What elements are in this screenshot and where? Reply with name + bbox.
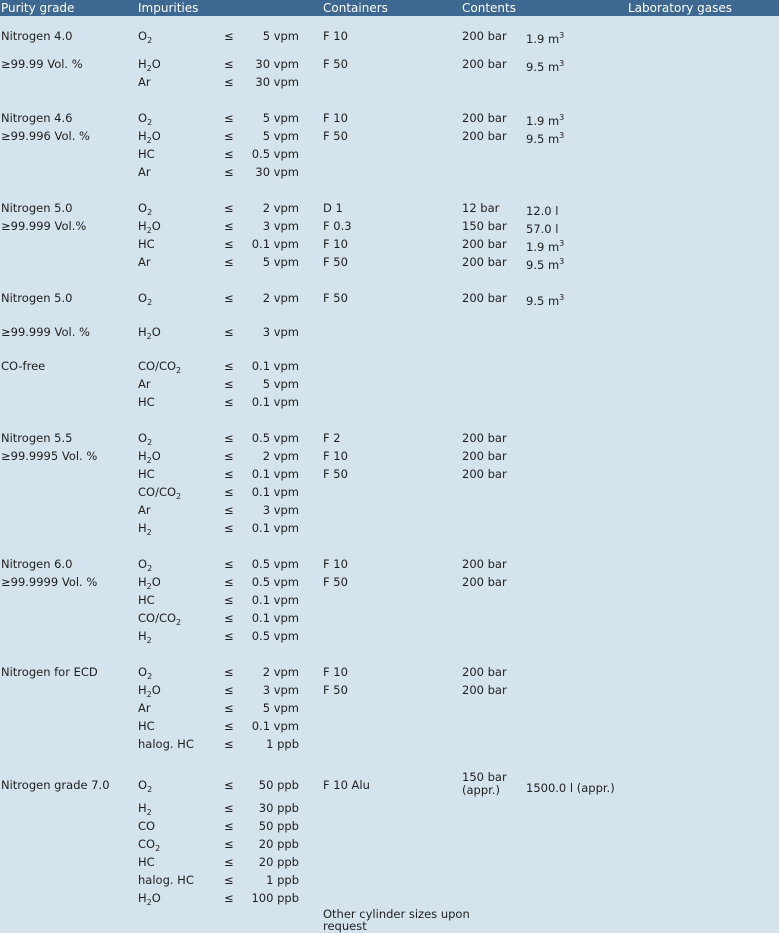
impurity-limit-value: 30 vpm	[255, 75, 299, 89]
impurity-formula-base: CO/CO	[138, 485, 177, 499]
impurity-formula-subscript: 2	[147, 36, 153, 45]
purity-grade-text: Nitrogen 5.5	[1, 431, 73, 445]
contents-pressure: 200 bar	[462, 467, 507, 481]
contents-volume	[526, 129, 564, 146]
less-equal-symbol: ≤	[224, 701, 234, 715]
impurity-limit-value: 0.1 vpm	[251, 593, 299, 607]
impurity-formula-rest: O	[151, 325, 161, 339]
impurity-formula-rest: O	[151, 129, 161, 143]
less-equal-symbol: ≤	[224, 575, 234, 589]
impurity-name	[138, 683, 161, 702]
contents-pressure: 200 bar	[462, 129, 507, 143]
less-equal-symbol: ≤	[224, 819, 234, 833]
impurity-formula-base: O	[138, 557, 148, 571]
impurity-name	[138, 503, 151, 522]
container-type: F 50	[323, 129, 348, 143]
footer-note: Other cylinder sizes upon request	[323, 907, 470, 933]
contents-pressure: 200 bar	[462, 449, 507, 463]
impurity-limit-value: 5 vpm	[262, 255, 299, 269]
impurity-name	[138, 57, 161, 76]
less-equal-symbol: ≤	[224, 219, 234, 233]
container-type: F 50	[323, 255, 348, 269]
contents-pressure: 12 bar	[462, 201, 500, 215]
less-equal-symbol: ≤	[224, 778, 234, 792]
impurity-formula-base: HC	[138, 147, 155, 161]
header-containers: Containers	[323, 1, 388, 15]
less-equal-symbol: ≤	[224, 837, 234, 851]
less-equal-symbol: ≤	[224, 683, 234, 697]
volume-unit-exponent: 3	[559, 31, 565, 40]
less-equal-symbol: ≤	[224, 467, 234, 481]
purity-grade-text: ≥99.999 Vol. %	[1, 325, 90, 339]
impurity-formula-subscript: 2	[146, 690, 152, 699]
container-type: F 10 Alu	[323, 778, 370, 792]
less-equal-symbol: ≤	[224, 449, 234, 463]
impurity-formula-subscript: 2	[146, 332, 152, 341]
contents-volume	[526, 237, 564, 254]
less-equal-symbol: ≤	[224, 665, 234, 679]
impurity-formula-base: halog. HC	[138, 873, 194, 887]
contents-pressure: 200 bar	[462, 255, 507, 269]
container-type: F 10	[323, 29, 348, 43]
contents-pressure: 200 bar	[462, 665, 507, 679]
impurity-formula-base: HC	[138, 395, 155, 409]
less-equal-symbol: ≤	[224, 801, 234, 815]
impurity-formula-rest: O	[151, 575, 161, 589]
impurity-name	[138, 873, 194, 892]
impurity-formula-base: Ar	[138, 255, 151, 269]
contents-pressure: 200 bar	[462, 683, 507, 697]
container-type: F 10	[323, 111, 348, 125]
impurity-formula-subscript: 2	[146, 64, 152, 73]
impurity-limit-value: 5 vpm	[262, 129, 299, 143]
impurity-formula-subscript: 2	[146, 636, 152, 645]
impurity-name	[138, 837, 160, 856]
impurity-name	[138, 665, 152, 684]
less-equal-symbol: ≤	[224, 855, 234, 869]
impurity-name	[138, 737, 194, 756]
impurity-limit-value: 1 ppb	[266, 737, 299, 751]
container-type: F 50	[323, 575, 348, 589]
purity-grade-text: Nitrogen for ECD	[1, 665, 98, 679]
impurity-formula-base: Ar	[138, 701, 151, 715]
less-equal-symbol: ≤	[224, 75, 234, 89]
impurity-name	[138, 359, 181, 378]
contents-volume	[526, 201, 558, 218]
impurity-formula-base: O	[138, 778, 148, 792]
impurity-formula-base: O	[138, 665, 148, 679]
purity-grade-text: Nitrogen 4.6	[1, 111, 73, 125]
less-equal-symbol: ≤	[224, 557, 234, 571]
impurity-name	[138, 801, 152, 820]
volume-value: 1.9 m	[526, 240, 560, 254]
impurity-formula-base: O	[138, 111, 148, 125]
less-equal-symbol: ≤	[224, 891, 234, 905]
less-equal-symbol: ≤	[224, 377, 234, 391]
impurity-formula-rest: O	[151, 891, 161, 905]
impurity-limit-value: 3 vpm	[262, 325, 299, 339]
impurity-formula-base: H	[138, 521, 147, 535]
impurity-name	[138, 467, 155, 486]
impurity-limit-value: 30 vpm	[255, 57, 299, 71]
contents-pressure: 200 bar	[462, 557, 507, 571]
header-impurities: Impurities	[138, 1, 199, 15]
contents-volume	[526, 255, 564, 272]
purity-grade-text: Nitrogen 5.0	[1, 291, 73, 305]
less-equal-symbol: ≤	[224, 325, 234, 339]
impurity-formula-base: CO	[138, 837, 156, 851]
impurity-limit-value: 5 vpm	[262, 29, 299, 43]
impurity-formula-rest: O	[151, 683, 161, 697]
less-equal-symbol: ≤	[224, 593, 234, 607]
purity-grade-text: ≥99.9999 Vol. %	[1, 575, 98, 589]
impurity-name	[138, 855, 155, 874]
impurity-formula-base: halog. HC	[138, 737, 194, 751]
impurity-name	[138, 395, 155, 414]
volume-unit-exponent: 3	[559, 257, 565, 266]
less-equal-symbol: ≤	[224, 237, 234, 251]
container-type: F 50	[323, 57, 348, 71]
impurity-formula-rest: O	[151, 449, 161, 463]
impurity-limit-value: 0.1 vpm	[251, 467, 299, 481]
purity-grade-text: ≥99.99 Vol. %	[1, 57, 83, 71]
impurity-name	[138, 719, 155, 738]
volume-unit-exponent: 3	[559, 293, 565, 302]
impurity-name	[138, 701, 151, 720]
impurity-formula-base: H	[138, 219, 147, 233]
impurity-formula-subscript: 2	[146, 226, 152, 235]
impurity-formula-subscript: 2	[146, 456, 152, 465]
impurity-name	[138, 377, 151, 396]
impurity-limit-value: 5 vpm	[262, 111, 299, 125]
impurity-formula-base: CO/CO	[138, 611, 177, 625]
impurity-formula-rest: O	[151, 57, 161, 71]
impurity-formula-subscript: 2	[176, 618, 182, 627]
volume-unit-exponent: 3	[559, 59, 565, 68]
less-equal-symbol: ≤	[224, 719, 234, 733]
contents-pressure: 200 bar	[462, 431, 507, 445]
impurity-formula-subscript: 2	[147, 118, 153, 127]
volume-value: 9.5 m	[526, 132, 560, 146]
impurity-name	[138, 291, 152, 310]
container-type: F 10	[323, 449, 348, 463]
impurity-limit-value: 0.1 vpm	[251, 485, 299, 499]
impurity-formula-subscript: 2	[147, 785, 153, 794]
less-equal-symbol: ≤	[224, 57, 234, 71]
impurity-formula-base: O	[138, 291, 148, 305]
impurity-formula-base: H	[138, 57, 147, 71]
volume-value: 1.9 m	[526, 114, 560, 128]
container-type: F 50	[323, 683, 348, 697]
contents-pressure: 150 bar	[462, 219, 507, 233]
impurity-name	[138, 219, 161, 238]
impurity-name	[138, 593, 155, 612]
impurity-name	[138, 75, 151, 94]
impurity-formula-subscript: 2	[176, 366, 182, 375]
impurity-formula-subscript: 2	[147, 438, 153, 447]
less-equal-symbol: ≤	[224, 629, 234, 643]
impurity-formula-base: HC	[138, 719, 155, 733]
impurity-formula-base: H	[138, 891, 147, 905]
impurity-limit-value: 5 vpm	[262, 377, 299, 391]
impurity-limit-value: 50 ppb	[258, 819, 299, 833]
impurity-formula-base: O	[138, 29, 148, 43]
less-equal-symbol: ≤	[224, 873, 234, 887]
impurity-limit-value: 0.1 vpm	[251, 521, 299, 535]
less-equal-symbol: ≤	[224, 611, 234, 625]
less-equal-symbol: ≤	[224, 29, 234, 43]
impurity-name	[138, 449, 161, 468]
impurity-formula-base: HC	[138, 855, 155, 869]
contents-volume	[526, 291, 564, 308]
volume-unit-exponent: 3	[559, 113, 565, 122]
impurity-name	[138, 611, 181, 630]
volume-value: 57.0 l	[526, 222, 559, 236]
impurity-limit-value: 0.1 vpm	[251, 359, 299, 373]
container-type: F 10	[323, 665, 348, 679]
impurity-formula-subscript: 2	[147, 298, 153, 307]
header-laboratory-gases: Laboratory gases	[628, 1, 733, 15]
contents-volume	[526, 111, 564, 128]
impurity-formula-base: O	[138, 431, 148, 445]
less-equal-symbol: ≤	[224, 201, 234, 215]
impurity-limit-value: 0.5 vpm	[251, 629, 299, 643]
less-equal-symbol: ≤	[224, 737, 234, 751]
contents-pressure: 200 bar	[462, 237, 507, 251]
impurity-formula-base: O	[138, 201, 148, 215]
impurity-name	[138, 255, 151, 274]
less-equal-symbol: ≤	[224, 431, 234, 445]
contents-pressure: 200 bar	[462, 29, 507, 43]
impurity-limit-value: 5 vpm	[262, 701, 299, 715]
volume-unit-exponent: 3	[559, 239, 565, 248]
container-type: D 1	[323, 201, 343, 215]
impurity-formula-base: H	[138, 801, 147, 815]
impurity-formula-base: HC	[138, 467, 155, 481]
impurity-formula-base: HC	[138, 237, 155, 251]
impurity-formula-subscript: 2	[147, 672, 153, 681]
impurity-formula-base: CO/CO	[138, 359, 177, 373]
impurity-limit-value: 0.1 vpm	[251, 395, 299, 409]
impurity-limit-value: 0.5 vpm	[251, 147, 299, 161]
volume-unit-exponent: 3	[559, 131, 565, 140]
impurity-name	[138, 485, 181, 504]
contents-pressure: 200 bar	[462, 111, 507, 125]
impurity-name	[138, 201, 152, 220]
container-type: F 10	[323, 557, 348, 571]
impurity-name	[138, 325, 161, 344]
purity-grade-text: Nitrogen 6.0	[1, 557, 73, 571]
less-equal-symbol: ≤	[224, 111, 234, 125]
impurity-formula-base: H	[138, 129, 147, 143]
contents-pressure: 200 bar	[462, 291, 507, 305]
impurity-name	[138, 129, 161, 148]
impurity-name	[138, 147, 155, 166]
impurity-limit-value: 20 ppb	[258, 837, 299, 851]
impurity-formula-subscript: 2	[146, 808, 152, 817]
impurity-limit-value: 2 vpm	[262, 449, 299, 463]
impurity-limit-value: 0.1 vpm	[251, 237, 299, 251]
purity-grade-text: CO-free	[1, 359, 46, 373]
impurity-limit-value: 30 vpm	[255, 165, 299, 179]
impurity-limit-value: 50 ppb	[258, 778, 299, 792]
volume-value: 9.5 m	[526, 294, 560, 308]
impurity-limit-value: 0.1 vpm	[251, 611, 299, 625]
header-contents: Contents	[462, 1, 516, 15]
purity-grade-text: Nitrogen 4.0	[1, 29, 73, 43]
impurity-name	[138, 521, 152, 540]
impurity-name	[138, 819, 155, 838]
impurity-name	[138, 165, 151, 184]
contents-volume	[526, 29, 564, 46]
less-equal-symbol: ≤	[224, 129, 234, 143]
less-equal-symbol: ≤	[224, 147, 234, 161]
container-type: F 50	[323, 291, 348, 305]
less-equal-symbol: ≤	[224, 291, 234, 305]
header-purity-grade: Purity grade	[1, 1, 75, 15]
impurity-limit-value: 3 vpm	[262, 503, 299, 517]
impurity-formula-base: Ar	[138, 503, 151, 517]
impurity-formula-base: H	[138, 683, 147, 697]
contents-volume	[526, 219, 558, 236]
impurity-limit-value: 3 vpm	[262, 219, 299, 233]
impurity-limit-value: 30 ppb	[258, 801, 299, 815]
purity-grade-text: ≥99.996 Vol. %	[1, 129, 90, 143]
impurity-formula-base: H	[138, 575, 147, 589]
less-equal-symbol: ≤	[224, 255, 234, 269]
impurity-formula-base: CO	[138, 819, 156, 833]
impurity-formula-subscript: 2	[147, 208, 153, 217]
impurity-formula-rest: O	[151, 219, 161, 233]
volume-value: 9.5 m	[526, 258, 560, 272]
impurity-limit-value: 0.5 vpm	[251, 431, 299, 445]
impurity-limit-value: 0.1 vpm	[251, 719, 299, 733]
purity-grade-text: Nitrogen 5.0	[1, 201, 73, 215]
impurity-name	[138, 891, 161, 910]
container-type: F 0.3	[323, 219, 352, 233]
impurity-limit-value: 3 vpm	[262, 683, 299, 697]
impurity-formula-base: Ar	[138, 75, 151, 89]
container-type: F 2	[323, 431, 341, 445]
impurity-name	[138, 557, 152, 576]
container-type: F 50	[323, 467, 348, 481]
contents-pressure: 150 bar (appr.)	[462, 770, 507, 797]
less-equal-symbol: ≤	[224, 521, 234, 535]
purity-grade-text: ≥99.9995 Vol. %	[1, 449, 98, 463]
impurity-formula-base: H	[138, 449, 147, 463]
impurity-formula-base: Ar	[138, 165, 151, 179]
container-type: F 10	[323, 237, 348, 251]
contents-volume	[526, 57, 564, 74]
impurity-formula-base: HC	[138, 593, 155, 607]
impurity-limit-value: 20 ppb	[258, 855, 299, 869]
impurity-name	[138, 29, 152, 48]
impurity-name	[138, 237, 155, 256]
volume-value: 9.5 m	[526, 60, 560, 74]
impurity-limit-value: 2 vpm	[262, 665, 299, 679]
impurity-formula-subscript: 2	[146, 582, 152, 591]
contents-volume	[526, 778, 615, 795]
contents-pressure: 200 bar	[462, 575, 507, 589]
impurity-formula-base: H	[138, 325, 147, 339]
impurity-formula-subscript: 2	[146, 136, 152, 145]
impurity-limit-value: 0.5 vpm	[251, 557, 299, 571]
impurity-limit-value: 0.5 vpm	[251, 575, 299, 589]
impurity-name	[138, 778, 152, 797]
impurity-formula-base: Ar	[138, 377, 151, 391]
impurity-limit-value: 2 vpm	[262, 291, 299, 305]
impurity-name	[138, 431, 152, 450]
purity-grade-text: ≥99.999 Vol.%	[1, 219, 87, 233]
impurity-limit-value: 2 vpm	[262, 201, 299, 215]
less-equal-symbol: ≤	[224, 165, 234, 179]
purity-grade-text: Nitrogen grade 7.0	[1, 778, 110, 792]
impurity-formula-subscript: 2	[176, 492, 182, 501]
impurity-limit-value: 100 ppb	[251, 891, 299, 905]
impurity-formula-subscript: 2	[146, 898, 152, 907]
volume-value: 1500.0 l (appr.)	[526, 781, 615, 795]
volume-value: 12.0 l	[526, 204, 559, 218]
impurity-name	[138, 111, 152, 130]
less-equal-symbol: ≤	[224, 359, 234, 373]
impurity-name	[138, 575, 161, 594]
impurity-formula-subscript: 2	[146, 528, 152, 537]
impurity-formula-base: H	[138, 629, 147, 643]
table-header	[0, 0, 779, 16]
impurity-limit-value: 1 ppb	[266, 873, 299, 887]
less-equal-symbol: ≤	[224, 503, 234, 517]
volume-value: 1.9 m	[526, 32, 560, 46]
less-equal-symbol: ≤	[224, 485, 234, 499]
impurity-name	[138, 629, 152, 648]
less-equal-symbol: ≤	[224, 395, 234, 409]
impurity-formula-subscript: 2	[147, 564, 153, 573]
impurity-formula-subscript: 2	[155, 844, 161, 853]
contents-pressure: 200 bar	[462, 57, 507, 71]
